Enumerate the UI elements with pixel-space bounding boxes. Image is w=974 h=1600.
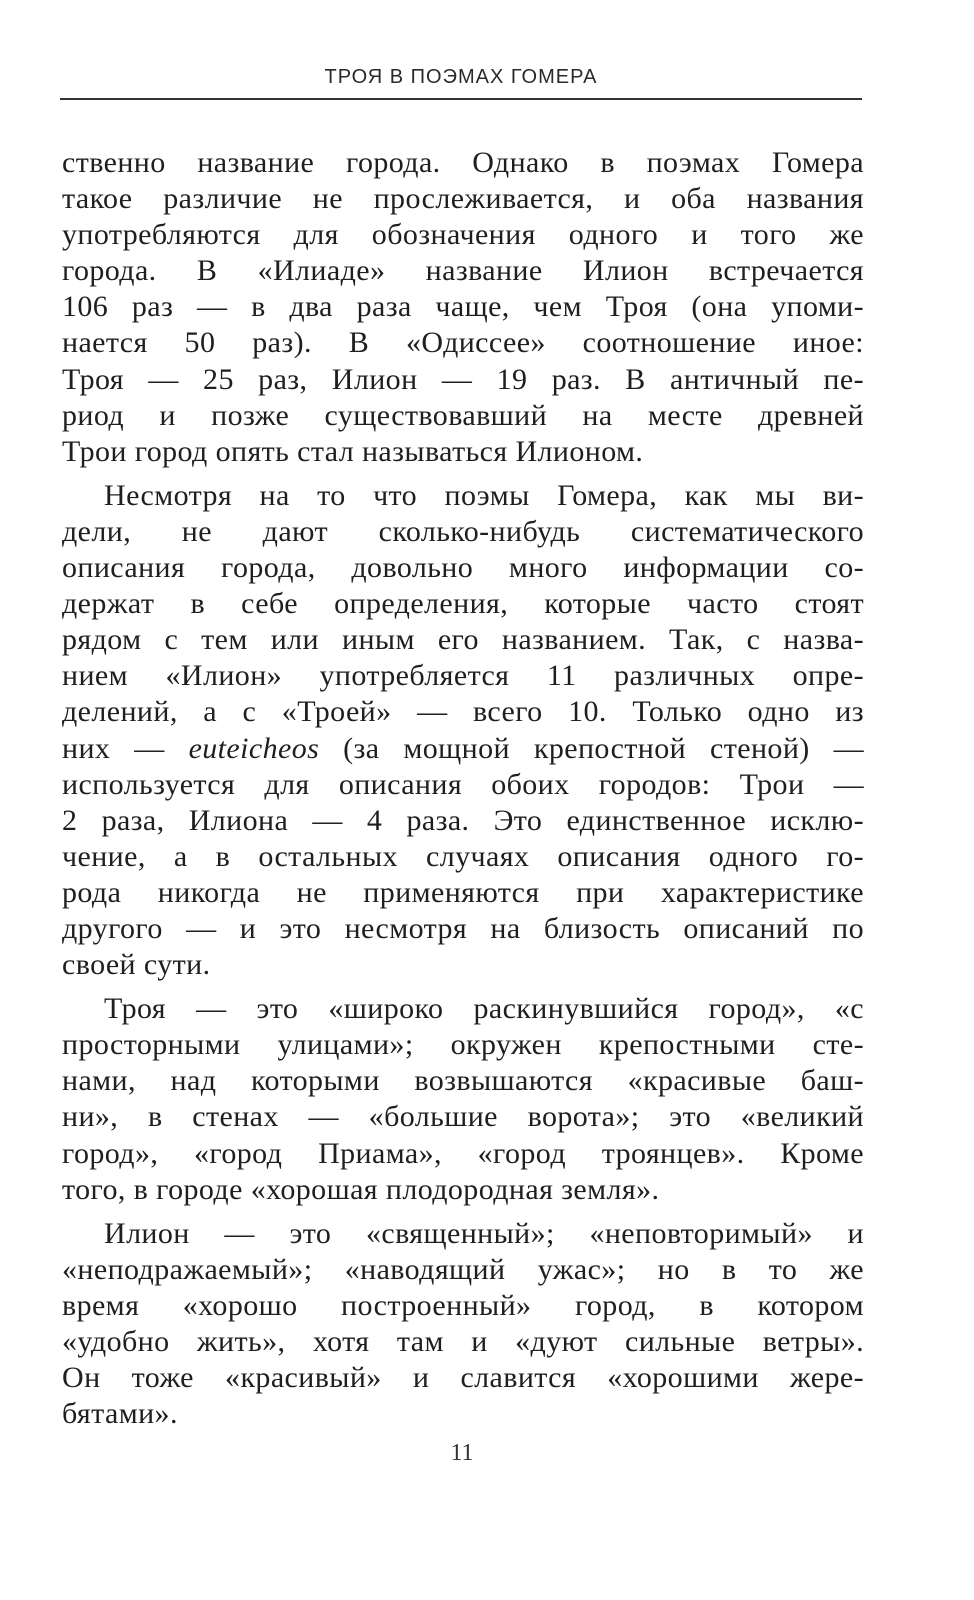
- text-line: используется для описания обоих городов: Трои —: [62, 767, 864, 801]
- text-line: Он тоже «красивый» и славится «хорошими жере-: [62, 1361, 864, 1395]
- text-line: риод и позже существовавший на месте древней: [62, 398, 864, 432]
- paragraph-1: [62, 145, 864, 470]
- text-line: «удобно жить», хотя там и «дуют сильные ветры».: [62, 1325, 864, 1358]
- text-line: дели, не дают сколько-нибудь систематического: [62, 514, 864, 548]
- text-line: употребляются для обозначения одного и того же: [62, 218, 864, 252]
- paragraph-3: [62, 991, 864, 1208]
- text-line: город», «город Приама», «город троянцев». Кроме: [62, 1136, 864, 1170]
- text-line: «неподражаемый»; «наводящий ужас»; но в то же: [62, 1252, 864, 1286]
- text-line-with-italic: [62, 731, 864, 767]
- text-line: нием «Илион» употребляется 11 различных опре-: [62, 659, 864, 693]
- text-line: 2 раза, Илиона — 4 раза. Это единственное исклю-: [62, 803, 864, 837]
- text-line: ни», в стенах — «большие ворота»; это «великий: [62, 1100, 864, 1134]
- text-line: 106 раз — в два раза чаще, чем Троя (она упоми-: [62, 290, 864, 324]
- page-number: 11: [450, 1440, 474, 1466]
- header-rule: [60, 98, 862, 100]
- text-line: такое различие не прослеживается, и оба названия: [62, 182, 864, 216]
- text-line: своей сути.: [62, 948, 211, 982]
- text-line: Трои город опять стал называться Илионом.: [62, 434, 644, 468]
- text-line: нами, над которыми возвышаются «красивые баш-: [62, 1064, 864, 1098]
- text-line: просторными улицами»; окружен крепостными сте-: [62, 1028, 864, 1062]
- paragraph-4: [62, 1216, 864, 1433]
- text-line: Несмотря на то что поэмы Гомера, как мы ви-: [104, 478, 864, 512]
- text-line: Илион — это «священный»; «неповторимый» и: [104, 1216, 864, 1250]
- text-line: Троя — 25 раз, Илион — 19 раз. В античный пе-: [62, 362, 864, 396]
- text-line: описания города, довольно много информации со-: [62, 551, 864, 585]
- text-line: чение, а в остальных случаях описания одного го-: [62, 839, 864, 873]
- italic-term: euteicheos: [188, 731, 320, 765]
- text-line: города. В «Илиаде» название Илион встречается: [62, 254, 864, 288]
- running-title: ТРОЯ В ПОЭМАХ ГОМЕРА: [324, 66, 598, 88]
- text-line: нается 50 раз). В «Одиссее» соотношение иное:: [62, 326, 864, 360]
- text-line: рядом с тем или иным его названием. Так, с назва-: [62, 623, 864, 657]
- text-line: бятами».: [62, 1397, 178, 1431]
- paragraph-2: [62, 478, 864, 983]
- text-line: время «хорошо построенный» город, в котором: [62, 1288, 864, 1322]
- text-line: того, в городе «хорошая плодородная земля».: [62, 1172, 660, 1206]
- text-line: держат в себе определения, которые часто стоят: [62, 587, 864, 621]
- text-fragment: них —: [62, 731, 189, 765]
- text-line: рода никогда не применяются при характеристике: [62, 875, 864, 909]
- text-line: делений, а с «Троей» — всего 10. Только одно из: [62, 695, 864, 729]
- text-line: Троя — это «широко раскинувшийся город», «с: [104, 992, 864, 1026]
- text-line: другого — и это несмотря на близость описаний по: [62, 911, 864, 945]
- text-line: ственно название города. Однако в поэмах Гомера: [62, 146, 864, 179]
- text-fragment: (за мощной крепостной стеной) —: [319, 731, 865, 765]
- body-text: [62, 145, 864, 1432]
